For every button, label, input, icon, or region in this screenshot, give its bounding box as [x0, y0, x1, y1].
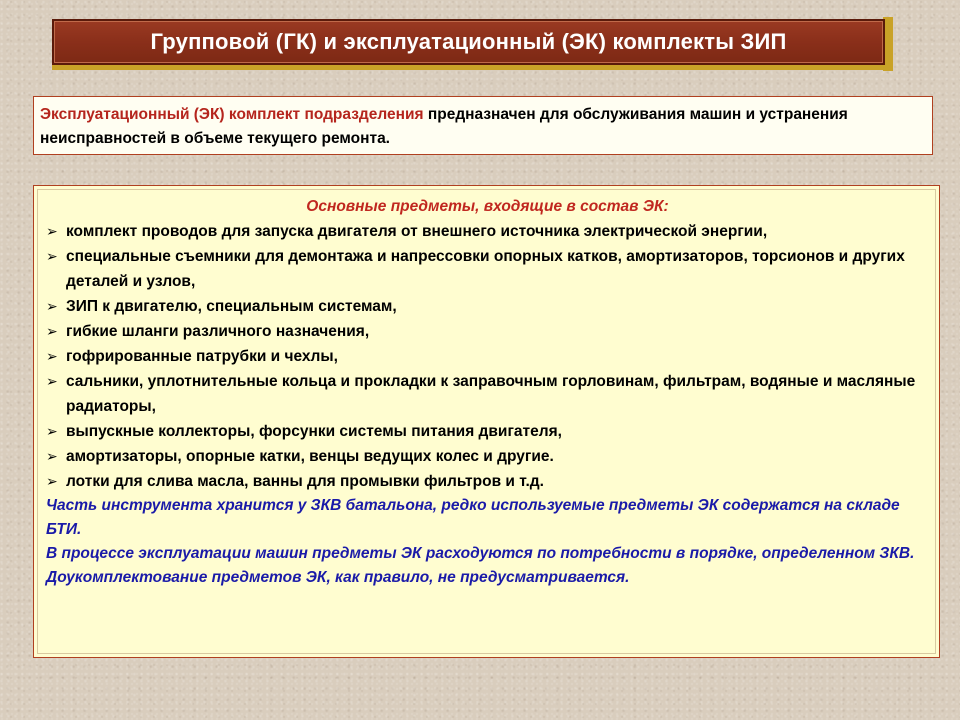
list-item — [46, 294, 929, 319]
arrow-check-bullet-icon: ➢ — [46, 348, 58, 364]
title-accent-bottom — [52, 65, 893, 70]
list-item-text: амортизаторы, опорные катки, венцы ведущих колес и другие. — [66, 448, 554, 465]
list-item-text: гофрированные патрубки и чехлы, — [66, 348, 338, 365]
list-item-text: сальники, уплотнительные кольца и прокладки к заправочным горловинам, фильтрам, водяные и масляные радиаторы, — [66, 373, 916, 415]
arrow-check-bullet-icon: ➢ — [46, 223, 58, 239]
intro-highlight: Эксплуатационный (ЭК) комплект подразделения — [40, 106, 424, 123]
list-item-text: лотки для слива масла, ванны для промывки фильтров и т.д. — [66, 473, 544, 490]
section-heading: Основные предметы, входящие в состав ЭК: — [306, 198, 669, 215]
arrow-check-bullet-icon: ➢ — [46, 373, 58, 389]
note-tools-storage: Часть инструмента хранится у ЗКВ батальона, редко используемые предметы ЭК содержатся на складе БТИ. — [46, 497, 900, 538]
list-item — [46, 219, 929, 244]
list-item — [46, 319, 929, 344]
list-item — [46, 444, 929, 469]
list-item-text: специальные съемники для демонтажа и напрессовки опорных катков, амортизаторов, торсионов и других деталей и узлов, — [66, 248, 905, 290]
list-item — [46, 369, 929, 419]
title-bar — [52, 19, 885, 65]
page-title: Групповой (ГК) и эксплуатационный (ЭК) комплекты ЗИП — [150, 29, 787, 54]
list-item-text: ЗИП к двигателю, специальным системам, — [66, 298, 397, 315]
ek-items-list — [46, 219, 929, 494]
arrow-check-bullet-icon: ➢ — [46, 423, 58, 439]
arrow-check-bullet-icon: ➢ — [46, 473, 58, 489]
list-item-text: гибкие шланги различного назначения, — [66, 323, 370, 340]
note-consumption: В процессе эксплуатации машин предметы ЭК расходуются по потребности в порядке, определенном ЗКВ. — [46, 545, 915, 562]
intro-box — [33, 96, 933, 155]
arrow-check-bullet-icon: ➢ — [46, 323, 58, 339]
list-item — [46, 419, 929, 444]
list-item — [46, 344, 929, 369]
main-content-box — [33, 185, 940, 658]
list-item-text: выпускные коллекторы, форсунки системы питания двигателя, — [66, 423, 562, 440]
list-item — [46, 244, 929, 294]
note-replenishment: Доукомплектование предметов ЭК, как правило, не предусматривается. — [46, 569, 630, 586]
list-item — [46, 469, 929, 494]
arrow-check-bullet-icon: ➢ — [46, 448, 58, 464]
arrow-check-bullet-icon: ➢ — [46, 248, 58, 264]
intro-text: предназначен для обслуживания машин и устранения неисправностей в объеме текущего ремонта. — [40, 106, 848, 147]
list-item-text: комплект проводов для запуска двигателя от внешнего источника электрической энергии, — [66, 223, 768, 240]
arrow-check-bullet-icon: ➢ — [46, 298, 58, 314]
